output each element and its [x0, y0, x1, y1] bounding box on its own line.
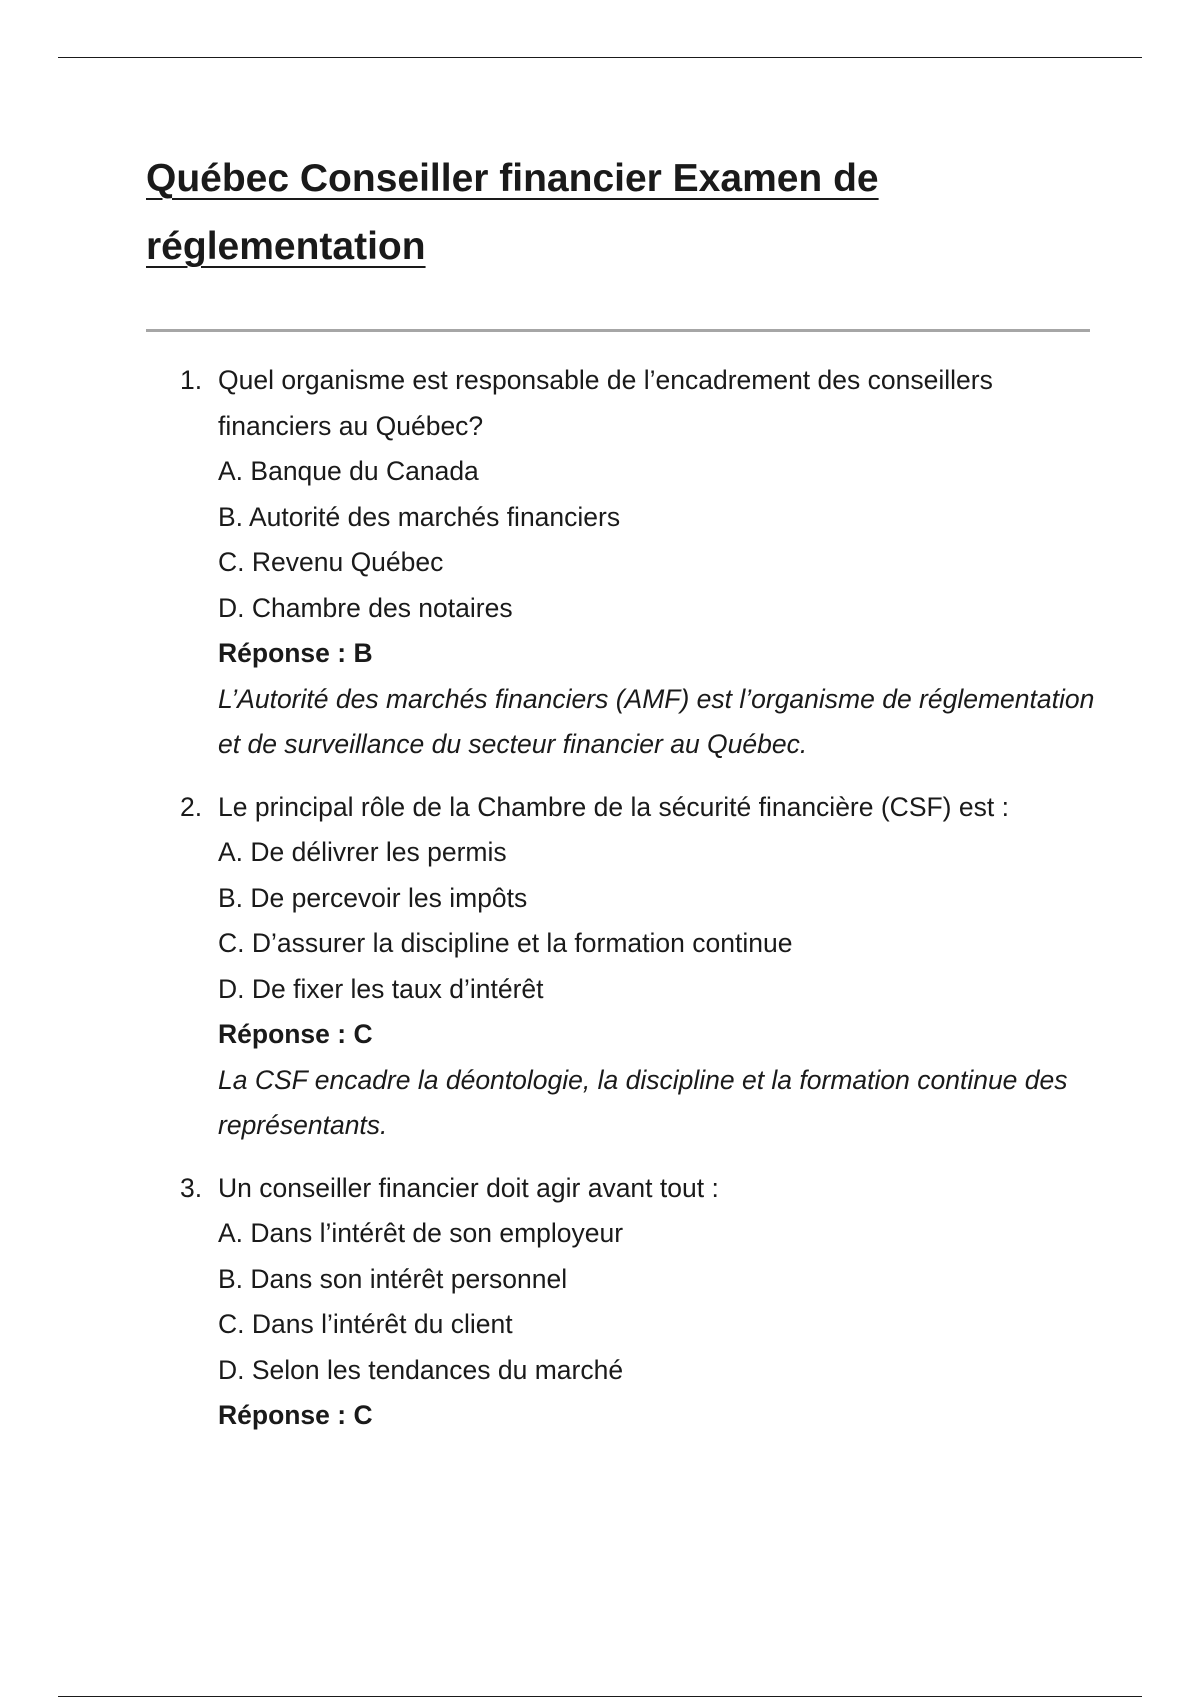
question-text: Un conseiller financier doit agir avant tout :	[218, 1172, 719, 1203]
option-a: A. Banque du Canada	[218, 456, 479, 486]
option-c: C. D’assurer la discipline et la formation continue	[218, 928, 793, 958]
top-rule	[58, 57, 1142, 58]
option-b: B. De percevoir les impôts	[218, 882, 528, 913]
option-b: B. Dans son intérêt personnel	[218, 1263, 568, 1294]
page-title	[146, 145, 1006, 281]
answer-explanation: La CSF encadre la déontologie, la discipline et la formation continue des représentants.	[218, 1064, 1068, 1140]
question-item-1	[146, 358, 1096, 768]
question-text: Le principal rôle de la Chambre de la sécurité financière (CSF) est :	[218, 791, 1009, 822]
option-d: D. Chambre des notaires	[218, 592, 513, 623]
question-item-2	[146, 785, 1096, 1149]
page-title-text: Québec Conseiller financier Examen de réglementation	[146, 157, 879, 268]
answer-label: Réponse : C	[218, 1019, 373, 1049]
answer-explanation: L’Autorité des marchés financiers (AMF) est l’organisme de réglementation et de surveillance du secteur financier au Québec.	[218, 683, 1095, 759]
option-c: C. Dans l’intérêt du client	[218, 1309, 513, 1339]
question-number: 1.	[180, 365, 203, 395]
option-b: B. Autorité des marchés financiers	[218, 501, 621, 532]
option-a: A. Dans l’intérêt de son employeur	[218, 1218, 624, 1248]
question-list	[146, 358, 1096, 1456]
option-c: C. Revenu Québec	[218, 547, 444, 577]
title-separator	[146, 329, 1090, 332]
question-item-3	[146, 1166, 1096, 1439]
question-number: 3.	[180, 1172, 203, 1203]
option-d: D. Selon les tendances du marché	[218, 1354, 624, 1385]
option-d: D. De fixer les taux d’intérêt	[218, 973, 544, 1004]
option-a: A. De délivrer les permis	[218, 837, 507, 867]
question-number: 2.	[180, 791, 203, 822]
question-text: Quel organisme est responsable de l’encadrement des conseillers financiers au Québec?	[218, 365, 993, 441]
answer-label: Réponse : C	[218, 1400, 373, 1430]
answer-label: Réponse : B	[218, 638, 373, 668]
bottom-rule	[58, 1696, 1142, 1697]
